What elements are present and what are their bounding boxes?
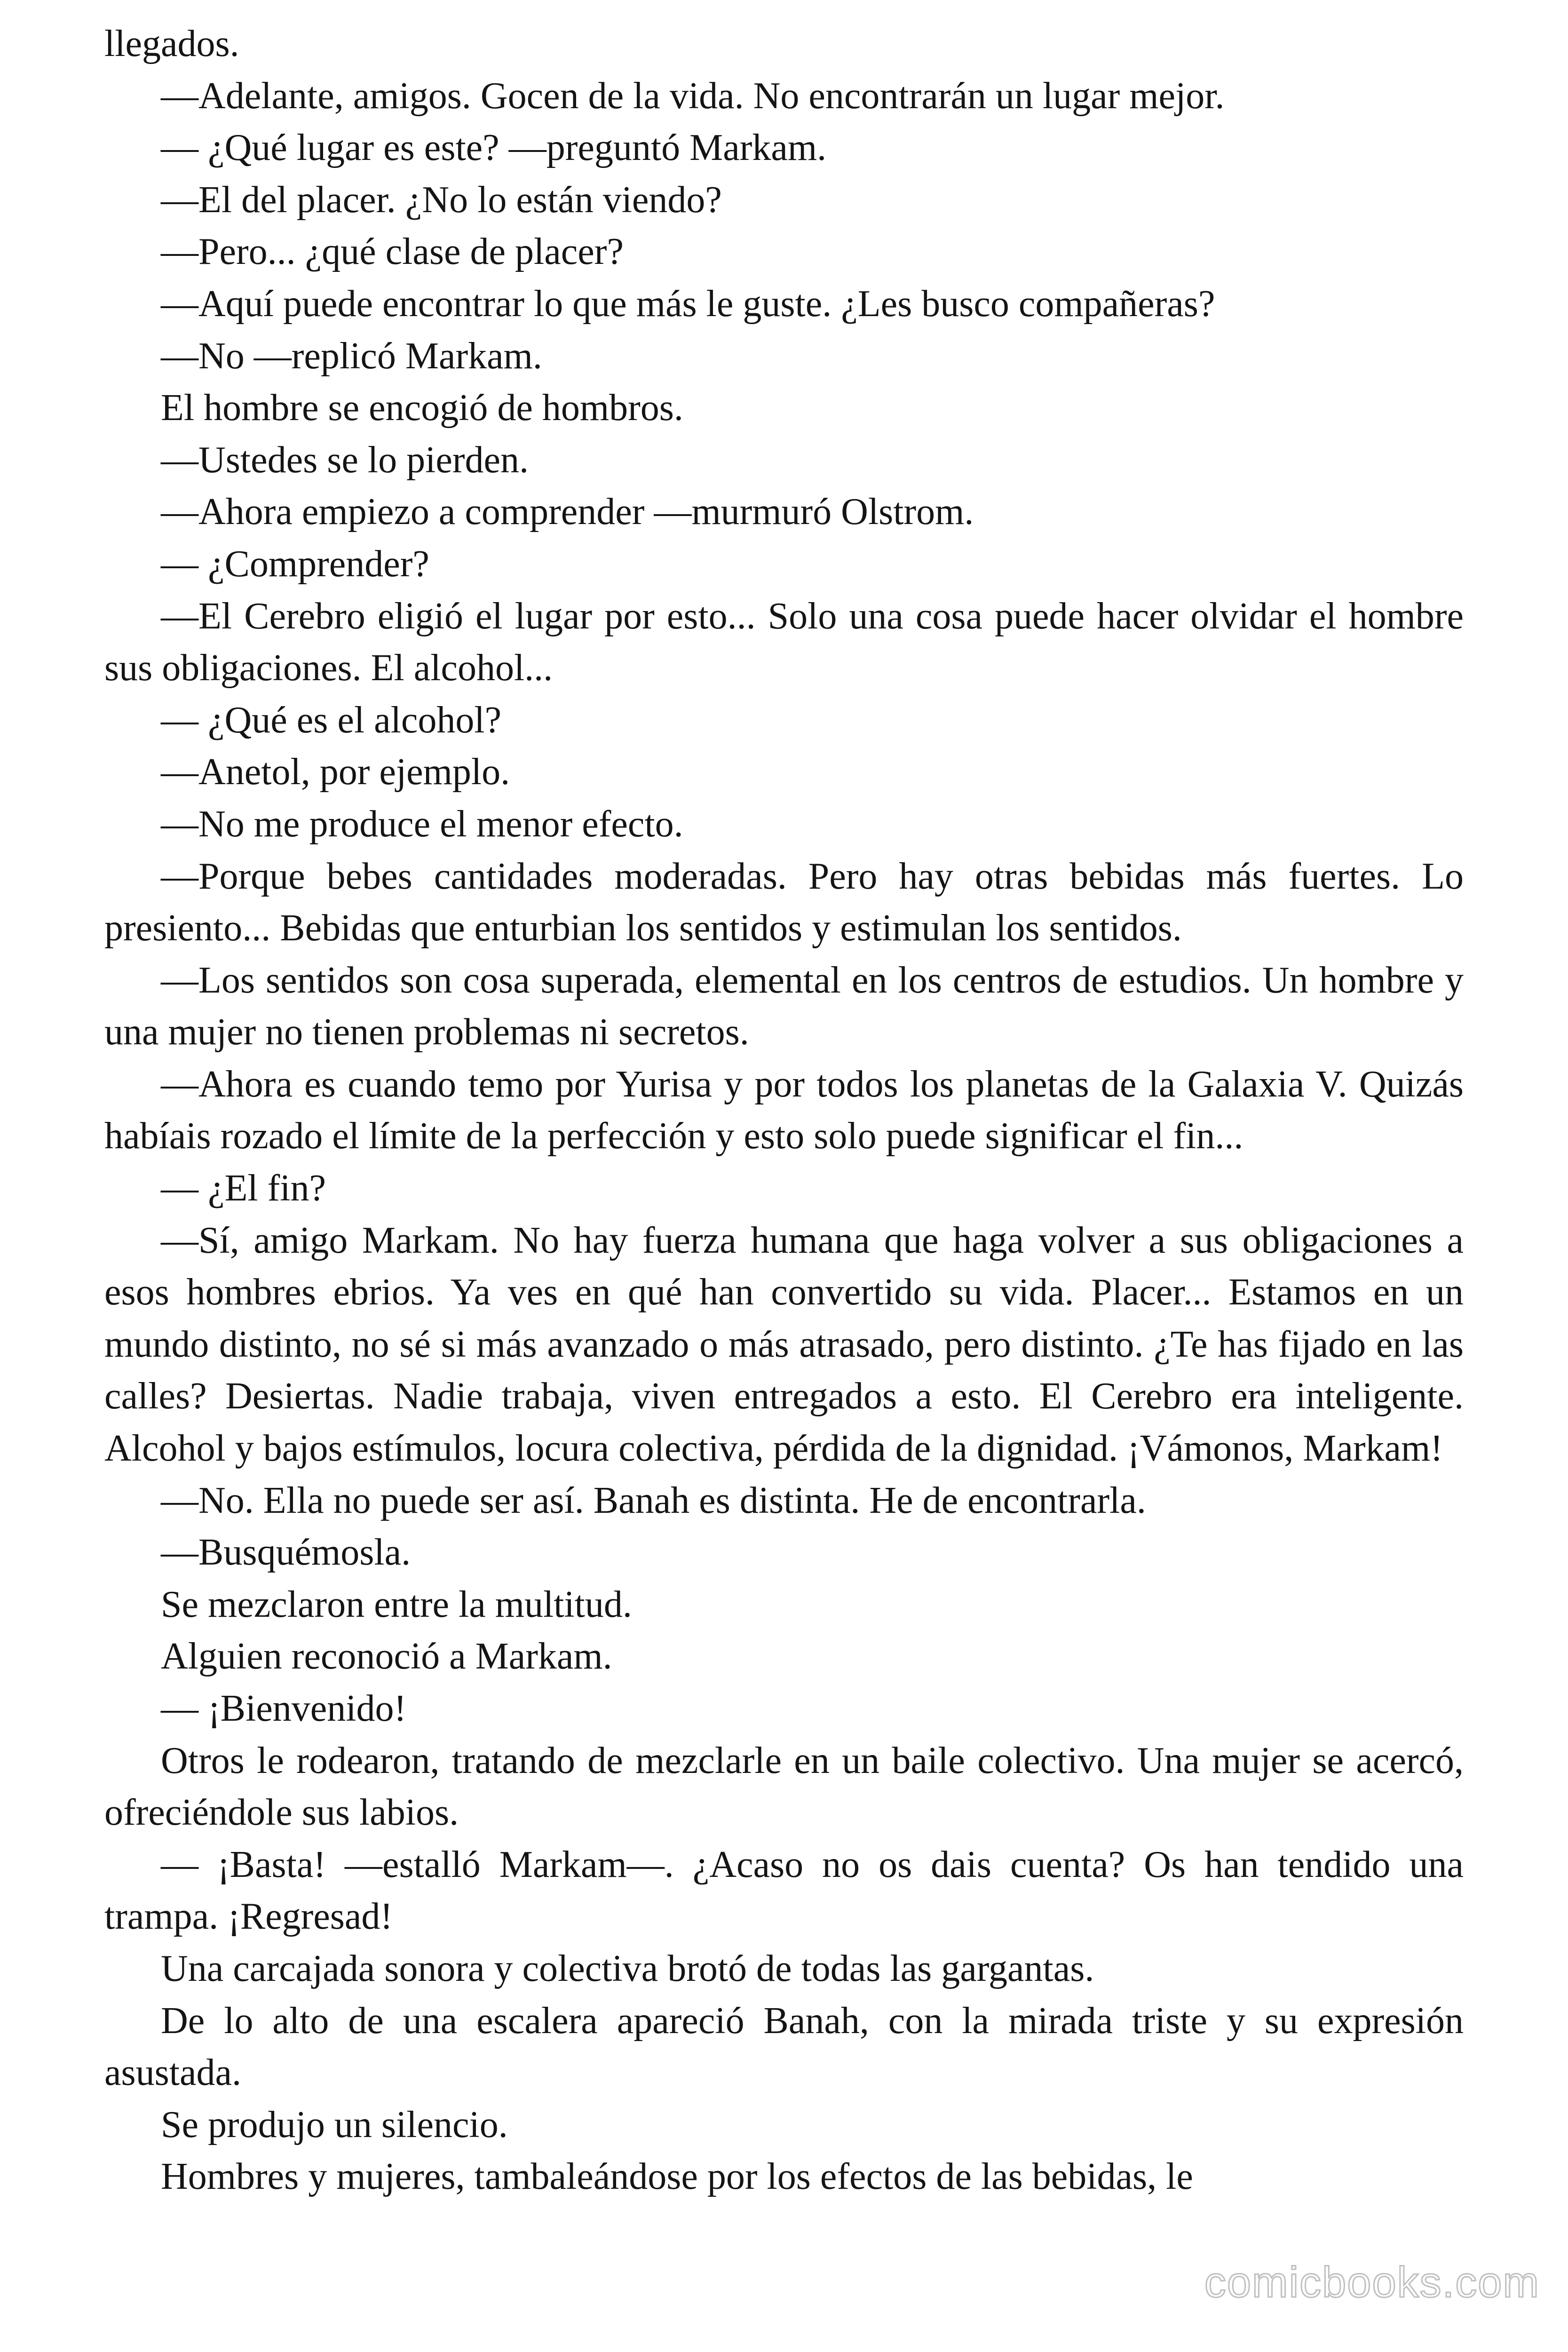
paragraph: —Ahora es cuando temo por Yurisa y por todos los planetas de la Galaxia V. Quizás habíais rozado el límite de la perfección y esto solo puede significar el fin... — [104, 1063, 1464, 1157]
paragraph: — ¿El fin? — [161, 1168, 326, 1209]
watermark-logo: comicbooks.com — [1204, 2258, 1540, 2306]
paragraph: —Anetol, por ejemplo. — [161, 751, 510, 793]
book-page-text — [104, 18, 1464, 2203]
paragraph: Se produjo un silencio. — [161, 2104, 508, 2145]
paragraph: Se mezclaron entre la multitud. — [161, 1583, 632, 1625]
paragraph: —Aquí puede encontrar lo que más le guste. ¿Les busco compañeras? — [161, 283, 1215, 325]
paragraph: —Los sentidos son cosa superada, elemental en los centros de estudios. Un hombre y una mujer no tienen problemas ni secretos. — [104, 959, 1464, 1053]
paragraph: El hombre se encogió de hombros. — [161, 387, 683, 429]
paragraph: — ¡Basta! —estalló Markam—. ¿Acaso no os dais cuenta? Os han tendido una trampa. ¡Regresad! — [104, 1843, 1464, 1938]
paragraph: — ¿Comprender? — [161, 543, 429, 585]
paragraph: —Adelante, amigos. Gocen de la vida. No encontrarán un lugar mejor. — [161, 75, 1225, 117]
paragraph: —Ustedes se lo pierden. — [161, 439, 529, 481]
paragraph: — ¡Bienvenido! — [161, 1688, 407, 1729]
paragraph: — ¿Qué es el alcohol? — [161, 699, 502, 741]
paragraph: —No —replicó Markam. — [161, 335, 542, 377]
paragraph: —Busquémosla. — [161, 1532, 411, 1573]
paragraph: —No. Ella no puede ser así. Banah es distinta. He de encontrarla. — [161, 1479, 1146, 1521]
paragraph: Otros le rodearon, tratando de mezclarle en un baile colectivo. Una mujer se acercó, ofreciéndole sus labios. — [104, 1740, 1464, 1834]
paragraph: De lo alto de una escalera apareció Banah, con la mirada triste y su expresión asustada. — [104, 2000, 1464, 2094]
paragraph: Hombres y mujeres, tambaleándose por los efectos de las bebidas, le — [161, 2156, 1193, 2198]
paragraph: —Ahora empiezo a comprender —murmuró Olstrom. — [161, 491, 974, 533]
paragraph: —El del placer. ¿No lo están viendo? — [161, 179, 722, 221]
paragraph: — ¿Qué lugar es este? —preguntó Markam. — [161, 127, 827, 169]
paragraph: —Pero... ¿qué clase de placer? — [161, 231, 624, 273]
paragraph: llegados. — [104, 23, 239, 64]
paragraph: —El Cerebro eligió el lugar por esto... Solo una cosa puede hacer olvidar el hombre sus obligaciones. El alcohol... — [104, 595, 1464, 689]
paragraph: —Porque bebes cantidades moderadas. Pero hay otras bebidas más fuertes. Lo presiento... Bebidas que enturbian los sentidos y estimulan los sentidos. — [104, 855, 1464, 949]
paragraph: Una carcajada sonora y colectiva brotó de todas las gargantas. — [161, 1947, 1094, 1989]
paragraph: Alguien reconoció a Markam. — [161, 1636, 612, 1677]
paragraph: —No me produce el menor efecto. — [161, 803, 683, 845]
paragraph: —Sí, amigo Markam. No hay fuerza humana que haga volver a sus obligaciones a esos hombres ebrios. Ya ves en qué han convertido su vida. Placer... Estamos en un mundo distinto, no sé si más avanzado o más atrasado, pero distinto. ¿Te has fijado en las calles? Desiertas. Nadie trabaja, viven entregados a esto. El Cerebro era inteligente. Alcohol y bajos estímulos, locura colectiva, pérdida de la dignidad. ¡Vámonos, Markam! — [104, 1219, 1464, 1470]
